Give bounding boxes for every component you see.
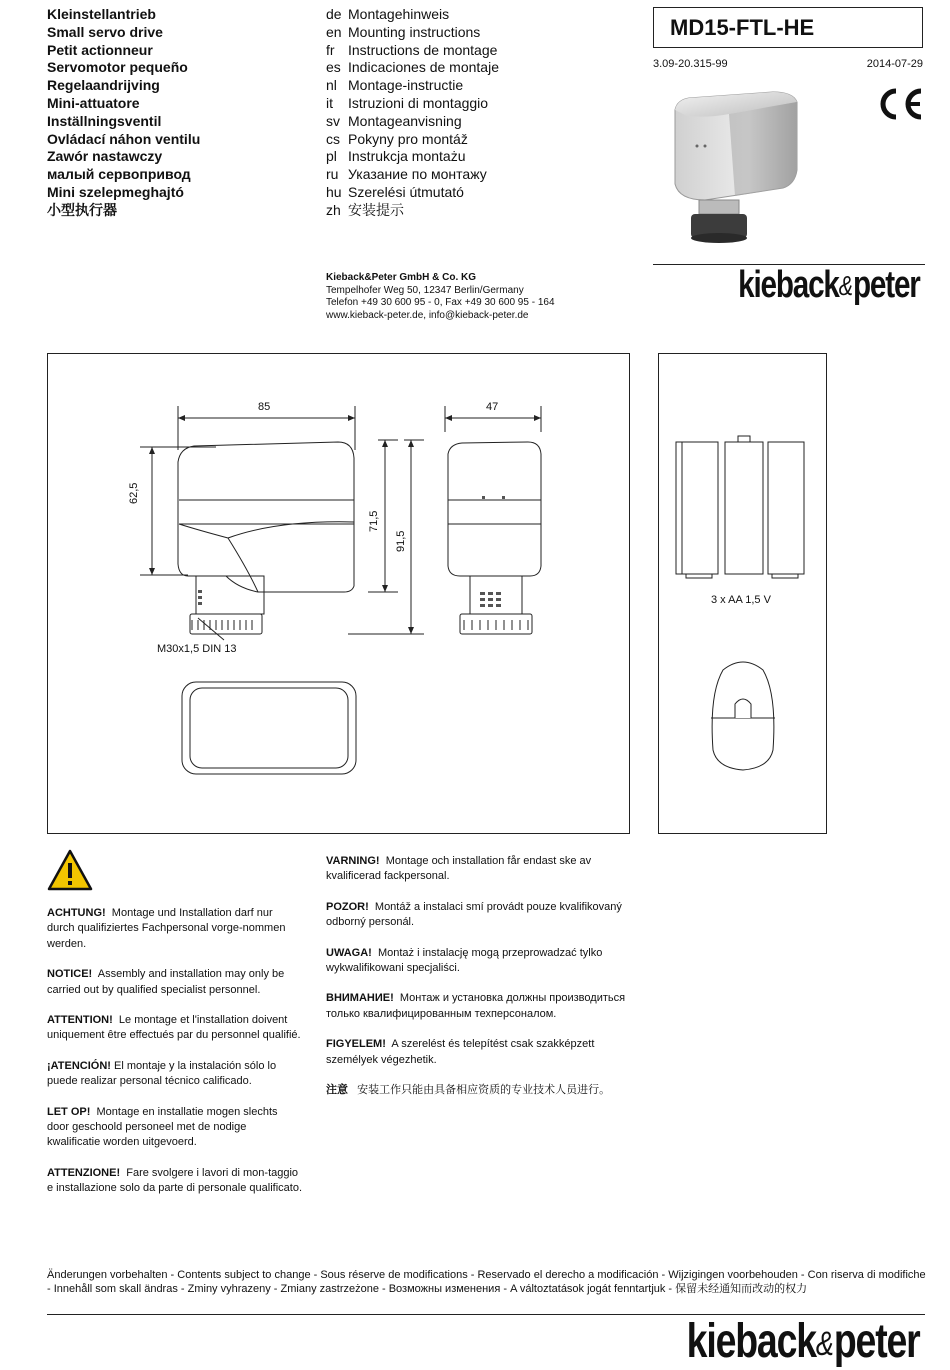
battery-label: 3 x AA 1,5 V <box>711 594 771 606</box>
lang-item-cs: cs Pokyny pro montáž <box>326 130 468 147</box>
footer-logo: kieback&peter <box>687 1315 920 1368</box>
lang-item-sv: sv Montageanvisning <box>326 112 462 129</box>
warnings-left-column <box>47 906 302 1212</box>
lang-item-es: es Indicaciones de montaje <box>326 59 499 76</box>
battery-drawing-frame <box>658 353 827 834</box>
company-address: Tempelhofer Weg 50, 12347 Berlin/Germany <box>326 284 524 296</box>
dimension-width-side: 85 <box>258 401 271 413</box>
title-fr: Petit actionneur <box>47 41 153 58</box>
dimension-width-front: 47 <box>486 401 499 413</box>
warning-ru: ВНИМАНИЕ! Монтаж и установка должны производиться только квалифицированным техперсоналом. <box>326 992 626 1020</box>
warning-sv: VARNING! Montage och installation får endast ske av kvalificerad fackpersonal. <box>326 855 592 883</box>
lang-item-de: de Montagehinweis <box>326 6 450 22</box>
title-nl: Regelaandrijving <box>47 77 160 94</box>
title-de: Kleinstellantrieb <box>47 6 156 22</box>
title-pl: Zawór nastawczy <box>47 148 163 165</box>
lang-item-zh: zh 安装提示 <box>326 201 404 218</box>
lang-item-ru: ru Указание по монтажу <box>326 166 487 183</box>
warning-fr: ATTENTION! Le montage et l'installation doivent uniquement être effectués par du personnel qualifié. <box>47 1014 301 1042</box>
title-ru: малый сервопривод <box>47 166 191 183</box>
kieback-peter-logo: kieback&peter <box>738 264 920 306</box>
title-sv: Inställningsventil <box>47 112 162 129</box>
warning-es: ¡ATENCIÓN! El montaje y la instalación sólo lo puede realizar personal técnico calificado. <box>47 1059 277 1088</box>
lang-item-nl: nl Montage-instructie <box>326 77 464 94</box>
lang-item-it: it Istruzioni di montaggio <box>326 94 489 111</box>
dimension-height-mid: 71,5 <box>368 510 380 532</box>
title-en: Small servo drive <box>47 23 163 40</box>
warning-en: NOTICE! Assembly and installation may only be carried out by qualified specialist personnel. <box>47 968 285 996</box>
warning-pl: UWAGA! Montaż i instalację mogą przeprowadzać tylko wykwalifikowani specjaliści. <box>326 946 603 975</box>
ce-mark-icon <box>876 86 924 122</box>
dimension-drawing <box>48 354 631 835</box>
warnings-right-column <box>326 854 626 1113</box>
company-info <box>326 272 555 322</box>
document-date: 2014-07-29 <box>866 58 923 70</box>
warning-it: ATTENZIONE! Fare svolgere i lavori di mon-taggio e installazione solo da parte di personale qualificato. <box>47 1166 302 1195</box>
lang-item-pl: pl Instrukcja montażu <box>326 148 466 165</box>
language-list <box>326 6 499 220</box>
product-model-box <box>653 7 923 48</box>
warning-hu: FIGYELEM! A szerelést és telepítést csak szakképzett személyek végezhetik. <box>326 1038 595 1066</box>
title-cs: Ovládací náhon ventilu <box>47 130 201 147</box>
warning-zh: 注意 安装工作只能由具备相应资质的专业技术人员进行。 <box>326 1084 611 1097</box>
warning-cs: POZOR! Montáž a instalaci smí provádt pouze kvalifikovaný odborný personál. <box>326 900 622 929</box>
title-zh: 小型执行器 <box>47 201 117 218</box>
dimension-height-total: 91,5 <box>395 530 407 552</box>
company-phone: Telefon +49 30 600 95 - 0, Fax +49 30 600 95 - 164 <box>326 297 555 308</box>
dimension-height-body: 62,5 <box>128 482 140 504</box>
lang-item-en: en Mounting instructions <box>326 23 481 40</box>
document-number: 3.09-20.315-99 <box>653 58 728 70</box>
company-name: Kieback&Peter GmbH & Co. KG <box>326 272 477 283</box>
title-it: Mini-attuatore <box>47 94 140 111</box>
warning-nl: LET OP! Montage en installatie mogen slechts door geschoold personeel met de nodige kwalificatie worden uitgevoerd. <box>47 1105 278 1149</box>
dimension-drawing-frame <box>47 353 630 834</box>
warning-de: ACHTUNG! Montage und Installation darf nur durch qualifiziertes Fachpersonal vorge-nommen werden. <box>47 907 286 950</box>
change-notice: Änderungen vorbehalten - Contents subject to change - Sous réserve de modifications - Reservado el derecho a modificación - Wijzigingen voorbehouden - Con riserva di modifiche - Innehåll som skall ändras - Zminy vyhrazeny - Zmiany zastrzeżone - Возможны изменения - A változtatások jogát fenntartjuk - 保留未经通知而改动的权力 <box>47 1269 926 1295</box>
thread-label: M30x1,5 DIN 13 <box>157 643 237 655</box>
product-photo <box>665 88 805 248</box>
title-hu: Mini szelepmeghajtó <box>47 183 184 200</box>
product-titles <box>47 6 200 220</box>
lang-item-fr: fr Instructions de montage <box>326 41 498 58</box>
product-model: MD15-FTL-HE <box>670 15 815 40</box>
lang-item-hu: hu Szerelési útmutató <box>326 183 464 200</box>
warning-triangle-icon <box>47 849 93 891</box>
title-es: Servomotor pequeño <box>47 59 188 76</box>
company-web: www.kieback-peter.de, info@kieback-peter.de <box>326 309 529 321</box>
